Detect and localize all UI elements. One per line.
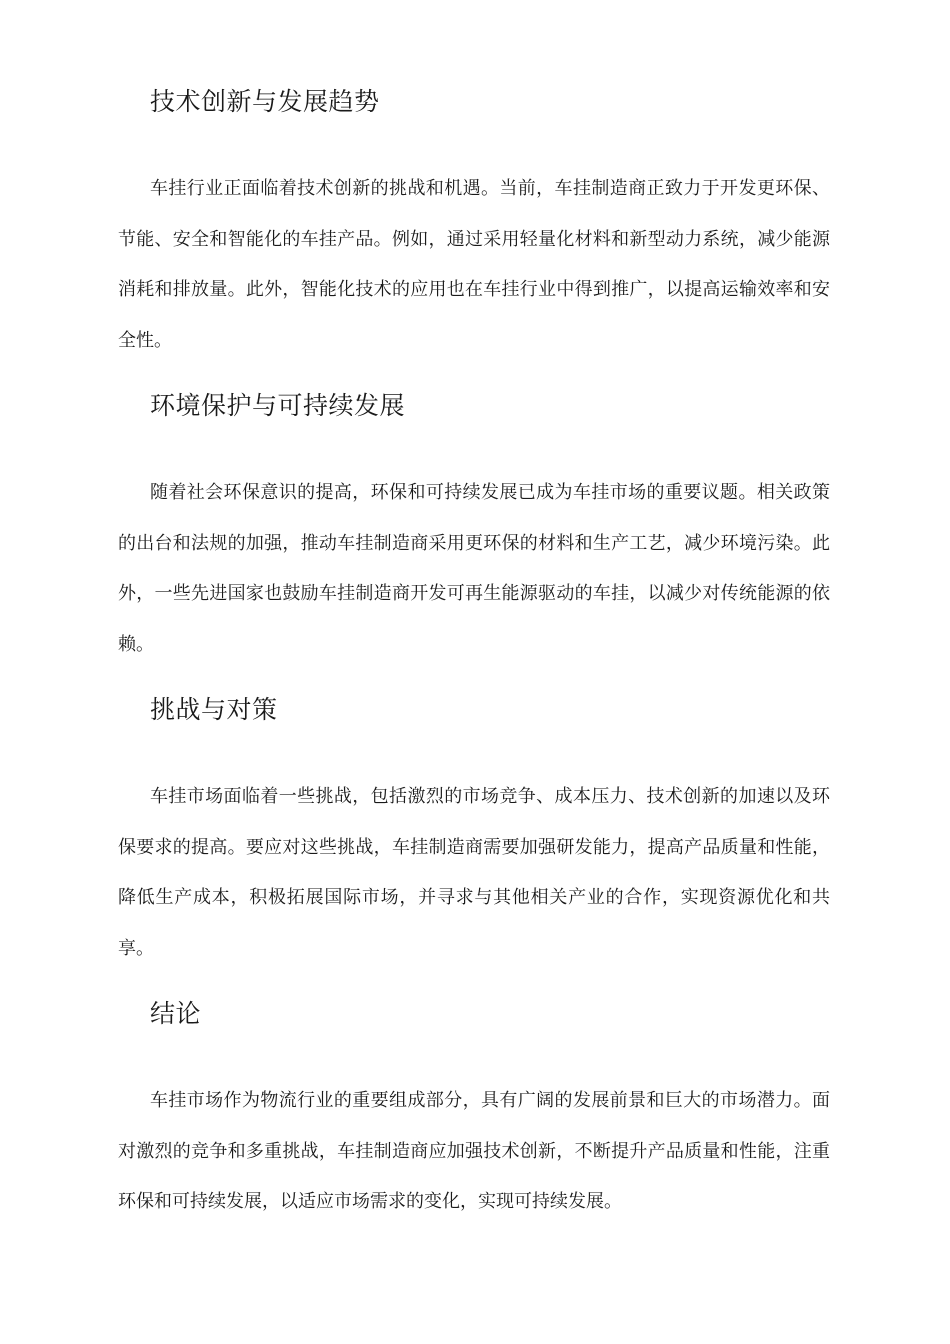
section-heading-tech-innovation: 技术创新与发展趋势 <box>150 87 380 116</box>
section-paragraph-environment: 随着社会环保意识的提高，环保和可持续发展已成为车挂市场的重要议题。相关政策的出台和法规的加强，推动车挂制造商采用更环保的材料和生产工艺，减少环境污染。此外，一些先进国家也鼓励车挂制造商开发可再生能源驱动的车挂，以减少对传统能源的依赖。 <box>118 482 830 655</box>
section-paragraph-conclusion: 车挂市场作为物流行业的重要组成部分，具有广阔的发展前景和巨大的市场潜力。面对激烈的竞争和多重挑战，车挂制造商应加强技术创新，不断提升产品质量和性能，注重环保和可持续发展，以适应市场需求的变化，实现可持续发展。 <box>118 1090 830 1212</box>
section-paragraph-challenges: 车挂市场面临着一些挑战，包括激烈的市场竞争、成本压力、技术创新的加速以及环保要求的提高。要应对这些挑战，车挂制造商需要加强研发能力，提高产品质量和性能，降低生产成本，积极拓展国际市场，并寻求与其他相关产业的合作，实现资源优化和共享。 <box>118 786 830 959</box>
section-heading-environment: 环境保护与可持续发展 <box>150 391 406 420</box>
section-heading-conclusion: 结论 <box>150 999 202 1028</box>
section-paragraph-tech-innovation: 车挂行业正面临着技术创新的挑战和机遇。当前，车挂制造商正致力于开发更环保、节能、安全和智能化的车挂产品。例如，通过采用轻量化材料和新型动力系统，减少能源消耗和排放量。此外，智能化技术的应用也在车挂行业中得到推广，以提高运输效率和安全性。 <box>118 178 830 351</box>
section-heading-challenges: 挑战与对策 <box>150 695 278 724</box>
